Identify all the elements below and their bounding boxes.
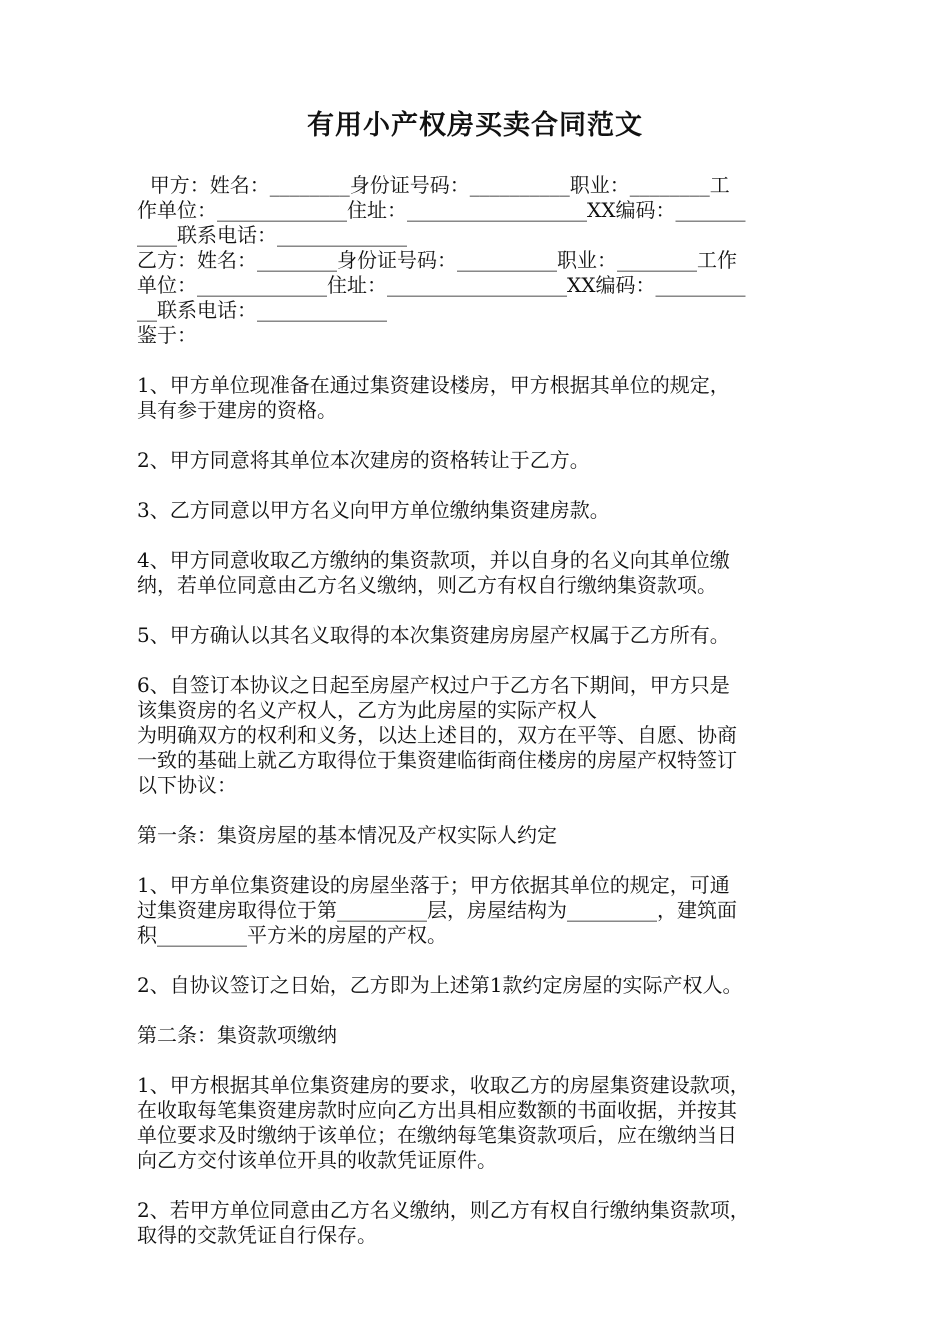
paragraph-line: 以下协议： xyxy=(137,773,237,797)
party-b-line-3: __联系电话：_____________ xyxy=(137,298,387,322)
paragraph-3 xyxy=(137,498,817,523)
paragraph-line: 6、自签订本协议之日起至房屋产权过户于乙方名下期间，甲方只是 xyxy=(137,673,730,697)
article-2-clause-1 xyxy=(137,1073,817,1173)
paragraph-line: 向乙方交付该单位开具的收款凭证原件。 xyxy=(137,1148,497,1172)
party-a-line-1: 甲方：姓名：________身份证号码：__________职业：________工 xyxy=(137,173,730,197)
paragraph-line: 过集资建房取得位于第_________层，房屋结构为_________，建筑面 xyxy=(137,898,737,922)
article-2-heading xyxy=(137,1023,817,1048)
paragraph-line: 单位要求及时缴纳于该单位；在缴纳每笔集资款项后，应在缴纳当日 xyxy=(137,1123,737,1147)
paragraph-line: 1、甲方单位集资建设的房屋坐落于；甲方依据其单位的规定，可通 xyxy=(137,873,730,897)
paragraph-1 xyxy=(137,373,817,423)
paragraph-line: 5、甲方确认以其名义取得的本次集资建房房屋产权属于乙方所有。 xyxy=(137,623,730,647)
section-heading: 第二条：集资款项缴纳 xyxy=(137,1023,337,1047)
paragraph-line: 具有参于建房的资格。 xyxy=(137,398,337,422)
section-heading: 第一条：集资房屋的基本情况及产权实际人约定 xyxy=(137,823,557,847)
paragraph-line: 3、乙方同意以甲方名义向甲方单位缴纳集资建房款。 xyxy=(137,498,610,522)
paragraph-line: 一致的基础上就乙方取得位于集资建临街商住楼房的房屋产权特签订 xyxy=(137,748,737,772)
article-1-clause-2 xyxy=(137,973,817,998)
party-a-line-2: 作单位：_____________住址：__________________XX编码：_______ xyxy=(137,198,746,222)
paragraph-line: 该集资房的名义产权人，乙方为此房屋的实际产权人 xyxy=(137,698,597,722)
party-b-line-1: 乙方：姓名：________身份证号码：__________职业：________工作 xyxy=(137,248,737,272)
paragraph-line: 取得的交款凭证自行保存。 xyxy=(137,1223,377,1247)
paragraph-line: 2、若甲方单位同意由乙方名义缴纳，则乙方有权自行缴纳集资款项， xyxy=(137,1198,750,1222)
document-title: 有用小产权房买卖合同范文 xyxy=(307,110,643,141)
article-1-heading xyxy=(137,823,817,848)
paragraph-line: 纳，若单位同意由乙方名义缴纳，则乙方有权自行缴纳集资款项。 xyxy=(137,573,717,597)
paragraph-6 xyxy=(137,673,817,798)
paragraph-line: 4、甲方同意收取乙方缴纳的集资款项，并以自身的名义向其单位缴 xyxy=(137,548,730,572)
party-b-line-2: 单位：_____________住址：__________________XX编码：_________ xyxy=(137,273,746,297)
party-info-block xyxy=(137,173,817,348)
paragraph-4 xyxy=(137,548,817,598)
article-2-clause-2 xyxy=(137,1198,817,1248)
paragraph-line: 2、甲方同意将其单位本次建房的资格转让于乙方。 xyxy=(137,448,590,472)
paragraph-2 xyxy=(137,448,817,473)
article-1-clause-1 xyxy=(137,873,817,948)
party-a-line-3: ____联系电话：_____________ xyxy=(137,223,407,247)
paragraph-line: 在收取每笔集资建房款时应向乙方出具相应数额的书面收据，并按其 xyxy=(137,1098,737,1122)
paragraph-line: 2、自协议签订之日始，乙方即为上述第1款约定房屋的实际产权人。 xyxy=(137,973,743,997)
paragraph-line: 1、甲方单位现准备在通过集资建设楼房，甲方根据其单位的规定， xyxy=(137,373,730,397)
whereas-label: 鉴于： xyxy=(137,323,197,347)
paragraph-line: 为明确双方的权利和义务，以达上述目的，双方在平等、自愿、协商 xyxy=(137,723,737,747)
paragraph-line: 1、甲方根据其单位集资建房的要求，收取乙方的房屋集资建设款项， xyxy=(137,1073,750,1097)
document-body xyxy=(137,173,817,1248)
paragraph-5 xyxy=(137,623,817,648)
paragraph-line: 积_________平方米的房屋的产权。 xyxy=(137,923,447,947)
